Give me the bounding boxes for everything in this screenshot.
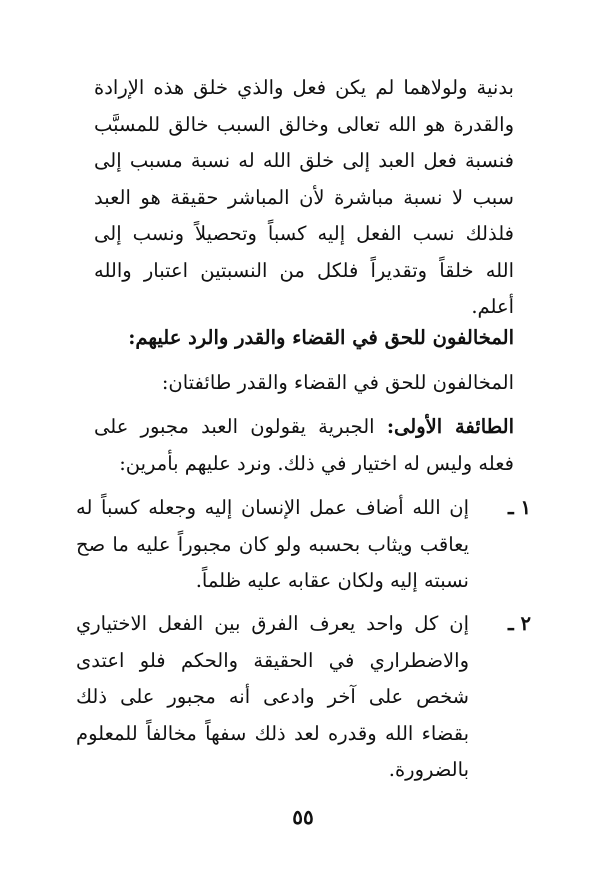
section-heading: المخالفون للحق في القضاء والقدر والرد عليهم:	[128, 326, 514, 349]
first-group-text: الجبرية يقولون العبد مجبور على فعله وليس له اختيار في ذلك. ونرد عليهم بأمرين:	[94, 415, 514, 475]
list-item-text: إن كل واحد يعرف الفرق بين الفعل الاختياري والاضطراري في الحقيقة والحكم فلو اعتدى شخص على آخر وادعى أنه مجبور على ذلك بقضاء الله وقدره لعد ذلك سفهاً مخالفاً للمعلوم بالضرورة.	[76, 612, 469, 781]
section-intro: المخالفون للحق في القضاء والقدر طائفتان:	[161, 371, 514, 394]
page-number: ٥٥	[292, 805, 314, 829]
intro-paragraph: بدنية ولولاهما لم يكن فعل والذي خلق هذه الإرادة والقدرة هو الله تعالى وخالق السبب خالق للمسبَّب فنسبة فعل العبد إلى خلق الله له نسبة مسبب إلى سبب لا نسبة مباشرة لأن المباشر حقيقة هو العبد فلذلك نسب الفعل إليه كسباً وتحصيلاً ونسب إلى الله خلقاً وتقديراً فلكل من النسبتين اعتبار والله أعلم.	[94, 76, 514, 318]
list-item-number: ١ ـ	[508, 496, 531, 519]
first-group-label: الطائفة الأولى:	[386, 415, 514, 438]
list-item-number: ٢ ـ	[508, 612, 531, 635]
first-group-paragraph	[94, 409, 514, 482]
list-item-text: إن الله أضاف عمل الإنسان إليه وجعله كسباً له يعاقب ويثاب بحسبه ولو كان مجبوراً عليه ما صح نسبته إليه ولكان عقابه عليه ظلماً.	[76, 496, 469, 592]
